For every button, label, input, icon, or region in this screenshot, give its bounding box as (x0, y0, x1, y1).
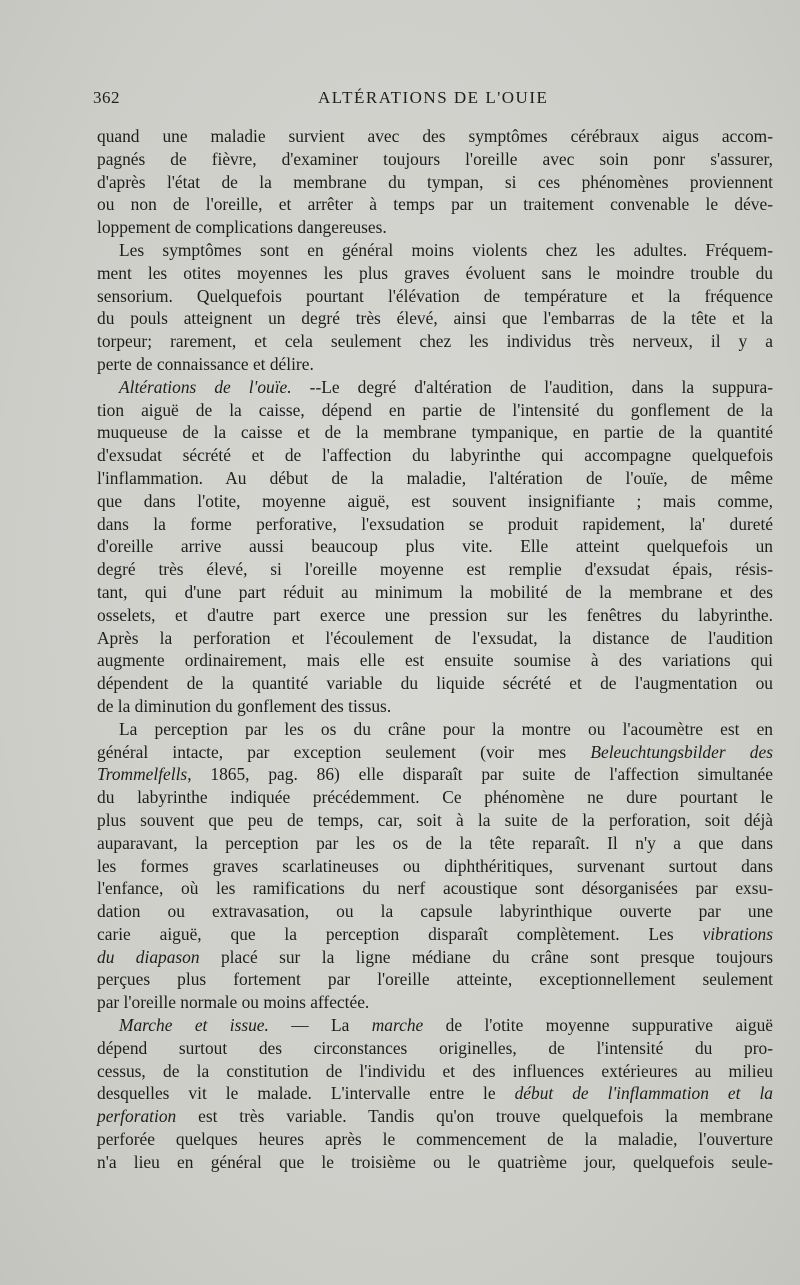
text-line (97, 1151, 773, 1174)
text-segment: tant, qui d'une part réduit au minimum la mobilité de la membrane et des (97, 581, 773, 602)
text-line (97, 786, 773, 809)
text-line (97, 307, 773, 330)
text-segment: Après la perforation et l'écoulement de l'exsudat, la distance de l'audition (97, 627, 773, 648)
text-line (97, 672, 773, 695)
text-line (97, 627, 773, 650)
italic-text-segment: Marche et issue. (119, 1015, 269, 1036)
text-line (97, 535, 773, 558)
italic-text-segment: du diapason (97, 946, 200, 967)
text-line (97, 353, 773, 376)
text-segment: de la diminution du gonflement des tissus. (97, 695, 392, 716)
text-segment: loppement de complications dangereuses. (97, 217, 387, 238)
text-line (97, 444, 773, 467)
text-segment: plus souvent que peu de temps, car, soit à la suite de la perforation, soit déjà (97, 809, 773, 830)
text-segment: Les symptômes sont en général moins violents chez les adultes. Fréquem- (119, 239, 773, 260)
italic-text-segment: Altérations de l'ouïe. (119, 376, 292, 397)
text-line (97, 877, 773, 900)
text-segment: --Le degré d'altération de l'audition, dans la suppura- (291, 376, 773, 397)
text-line (97, 1014, 773, 1037)
text-segment: ment les otites moyennes les plus graves évoluent sans le moindre trouble du (97, 262, 773, 283)
text-segment: osselets, et d'autre part exerce une pression sur les fenêtres du labyrinthe. (97, 604, 773, 625)
text-line (97, 900, 773, 923)
text-segment: torpeur; rarement, et cela seulement chez les individus très nerveux, il y a (97, 331, 773, 352)
text-segment: perçues plus fortement par l'oreille atteinte, exceptionnellement seulement (97, 969, 773, 990)
page-number: 362 (93, 88, 120, 107)
text-segment: dépendent de la quantité variable du liquide sécrété et de l'augmentation ou (97, 673, 773, 694)
text-segment: perforée quelques heures après le commencement de la maladie, l'ouverture (97, 1129, 773, 1150)
text-segment: d'exsudat sécrété et de l'affection du labyrinthe qui accompagne quelquefois (97, 445, 773, 466)
text-segment: est très variable. Tandis qu'on trouve quelquefois la membrane (176, 1106, 773, 1127)
text-segment: tion aiguë de la caisse, dépend en partie de l'intensité du gonflement de la (97, 399, 773, 420)
text-line (97, 262, 773, 285)
text-line (97, 1082, 773, 1105)
text-line (97, 581, 773, 604)
text-line (97, 968, 773, 991)
text-segment: placé sur la ligne médiane du crâne sont presque toujours (199, 946, 773, 967)
text-segment: général intacte, par exception seulement (voir mes (97, 741, 591, 762)
text-segment: La perception par les os du crâne pour la montre ou l'acoumètre est en (119, 718, 773, 739)
text-segment: augmente ordinairement, mais elle est ensuite soumise à des variations qui (97, 650, 773, 671)
text-line (97, 148, 773, 171)
italic-text-segment: marche (371, 1015, 424, 1036)
text-line (97, 330, 773, 353)
text-line (97, 741, 773, 764)
text-segment: par l'oreille normale ou moins affectée. (97, 992, 370, 1013)
text-segment: — La (268, 1015, 372, 1036)
text-segment: que dans l'otite, moyenne aiguë, est souvent insignifiante ; mais comme, (97, 490, 773, 511)
text-segment: desquelles vit le malade. L'intervalle entre le (97, 1083, 515, 1104)
text-line (97, 923, 773, 946)
text-segment: cessus, de la constitution de l'individu et des influences extérieures au milieu (97, 1060, 773, 1081)
italic-text-segment: vibrations (702, 923, 773, 944)
text-segment: muqueuse de la caisse et de la membrane tympanique, en partie de la quantité (97, 422, 773, 443)
text-segment: de l'otite moyenne suppurative aiguë (423, 1015, 773, 1036)
text-segment: auparavant, la perception par les os de la tête reparaît. Il n'y a que dans (97, 832, 773, 853)
text-line (97, 558, 773, 581)
text-segment: pagnés de fièvre, d'examiner toujours l'oreille avec soin ponr s'assurer, (97, 148, 773, 169)
text-segment: d'après l'état de la membrane du tympan, si ces phénomènes proviennent (97, 171, 773, 192)
text-line (97, 1060, 773, 1083)
text-line (97, 171, 773, 194)
body-text (97, 125, 773, 1174)
text-segment: , 1865, pag. 86) elle disparaît par suite de l'affection simultanée (187, 764, 773, 785)
text-line (97, 490, 773, 513)
text-segment: dation ou extravasation, ou la capsule labyrinthique ouverte par une (97, 901, 773, 922)
text-line (97, 695, 773, 718)
text-segment: d'oreille arrive aussi beaucoup plus vite. Elle atteint quelquefois un (97, 536, 773, 557)
text-line (97, 376, 773, 399)
text-line (97, 216, 773, 239)
text-segment: quand une maladie survient avec des symptômes cérébraux aigus accom- (97, 126, 773, 146)
text-line (97, 718, 773, 741)
text-segment: sensorium. Quelquefois pourtant l'élévation de température et la fréquence (97, 285, 773, 306)
text-line (97, 513, 773, 536)
text-line (97, 285, 773, 308)
text-line (97, 399, 773, 422)
text-segment: du labyrinthe indiquée précédemment. Ce phénomène ne dure pourtant le (97, 787, 773, 808)
text-line (97, 125, 773, 148)
italic-text-segment: Trommelfells (97, 764, 188, 785)
running-title: ALTÉRATIONS DE L'OUIE (318, 88, 549, 107)
text-line (97, 1105, 773, 1128)
italic-text-segment: perforation (97, 1106, 177, 1127)
text-line (97, 855, 773, 878)
text-line (97, 832, 773, 855)
text-line (97, 239, 773, 262)
page-header (93, 88, 780, 116)
italic-text-segment: début de l'inflammation et la (514, 1083, 773, 1104)
text-line (97, 193, 773, 216)
text-segment: degré très élevé, si l'oreille moyenne est remplie d'exsudat épais, résis- (97, 559, 773, 580)
text-segment: carie aiguë, que la perception disparaît complètement. Les (97, 923, 703, 944)
text-line (97, 809, 773, 832)
text-segment: perte de connaissance et délire. (97, 353, 314, 374)
text-line (97, 604, 773, 627)
text-segment: du pouls atteignent un degré très élevé, ainsi que l'embarras de la tête et la (97, 308, 773, 329)
text-line (97, 1128, 773, 1151)
italic-text-segment: Beleuchtungsbilder des (590, 741, 773, 762)
text-line (97, 946, 773, 969)
text-line (97, 1037, 773, 1060)
text-segment: dépend surtout des circonstances originelles, de l'intensité du pro- (97, 1037, 773, 1058)
text-segment: dans la forme perforative, l'exsudation se produit rapidement, la' dureté (97, 513, 773, 534)
text-segment: ou non de l'oreille, et arrêter à temps par un traitement convenable le déve- (97, 194, 773, 215)
text-line (97, 421, 773, 444)
text-line (97, 649, 773, 672)
text-line (97, 467, 773, 490)
text-segment: l'enfance, où les ramifications du nerf acoustique sont désorganisées par exsu- (97, 878, 773, 899)
text-line (97, 991, 773, 1014)
text-segment: l'inflammation. Au début de la maladie, l'altération de l'ouïe, de même (97, 467, 773, 488)
text-line (97, 763, 773, 786)
text-segment: n'a lieu en général que le troisième ou le quatrième jour, quelquefois seule- (97, 1151, 773, 1172)
text-segment: les formes graves scarlatineuses ou diphthéritiques, survenant surtout dans (97, 855, 773, 876)
